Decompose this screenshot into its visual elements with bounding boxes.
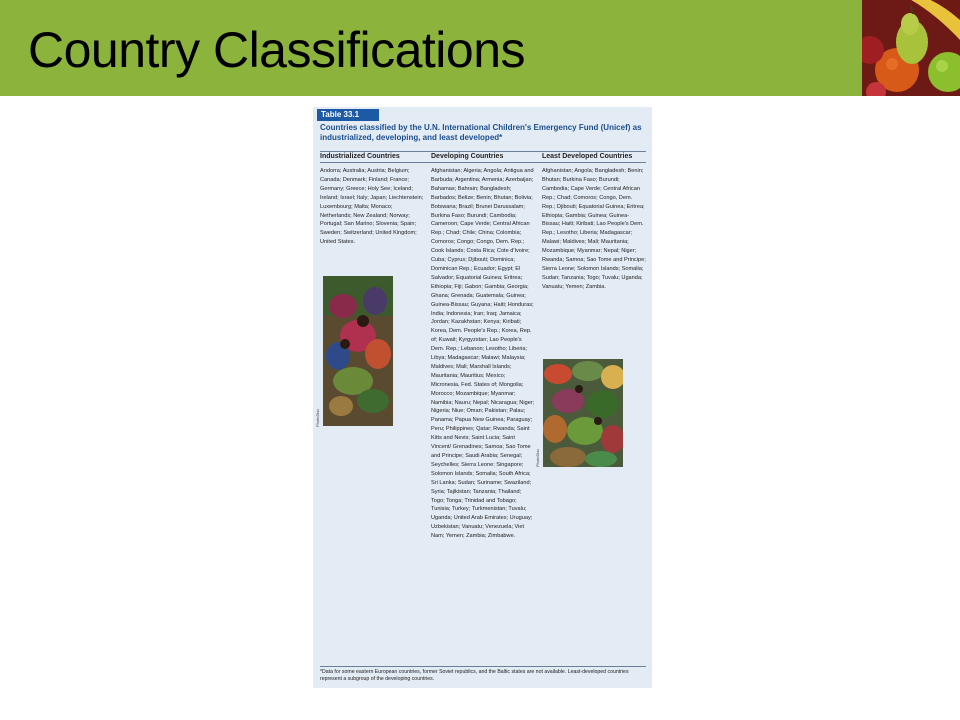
title-bar	[0, 0, 960, 96]
photo-credit-right: PhotoDisc	[535, 448, 540, 467]
industrialized-countries-list: Andorra; Australia; Austria; Belgium; Canada; Denmark; Finland; France; Germany; Greece; Holy See; Iceland; Ireland; Israel; Italy; Japan; Liechtenstein; Luxembourg; Malta; Monaco; Netherlands; New Zealand; Norway; Portugal; San Marino; Slovenia; Spain; Sweden; Switzerland; United Kingdom; United States.	[320, 168, 424, 246]
table-caption: Countries classified by the U.N. International Children's Emergency Fund (Unicef) as industrialized, developing, and least developed*	[320, 123, 642, 142]
column-header-industrialized: Industrialized Countries	[320, 153, 400, 160]
developing-countries-list: Afghanistan; Algeria; Angola; Antigua and Barbuda; Argentina; Armenia; Azerbaijan; Bahamas; Bahrain; Bangladesh; Barbados; Belize; Benin; Bhutan; Bolivia; Botswana; Brazil; Brunei Darussalam; Burkina Faso; Burundi; Cambodia; Cameroon; Cape Verde; Central African Rep.; Chad; Chile; China; Colombia; Comoros; Congo; Congo, Dem. Rep.; Cook Islands; Costa Rica; Cote d'Ivoire; Cuba; Cyprus; Djibouti; Dominica; Dominican Rep.; Ecuador; Egypt; El Salvador; Equatorial Guinea; Eritrea; Ethiopia; Fiji; Gabon; Gambia; Georgia; Ghana; Grenada; Guatemala; Guinea; Guinea-Bissau; Guyana; Haiti; Honduras; India; Indonesia; Iran; Iraq; Jamaica; Jordan; Kazakhstan; Kenya; Kiribati; Korea, Dem. People's Rep.; Korea, Rep. of; Kuwait; Kyrgyzstan; Lao People's Dem. Rep.; Lebanon; Lesotho; Liberia; Libya; Madagascar; Malawi; Malaysia; Maldives; Mali; Marshall Islands; Mauritania; Mauritius; Mexico; Micronesia, Fed. States of; Mongolia; Morocco; Mozambique; Myanmar; Namibia; Nauru; Nepal; Nicaragua; Niger; Nigeria; Niue; Oman; Pakistan; Palau; Panama; Papua New Guinea; Paraguay; Peru; Philippines; Qatar; Rwanda; Saint Kitts and Nevis; Saint Lucia; Saint Vincent/ Grenadines; Samoa; Sao Tome and Principe; Saudi Arabia; Senegal; Seychelles; Sierra Leone; Singapore; Solomon Islands; Somalia; South Africa; Sri Lanka; Sudan; Suriname; Swaziland; Syria; Tajikistan; Tanzania; Thailand; Togo; Tonga; Trinidad and Tobago; Tunisia; Turkey; Turkmenistan; Tuvalu; Uganda; United Arab Emirates; Uruguay; Uzbekistan; Vanuatu; Venezuela; Viet Nam; Yemen; Zambia; Zimbabwe.	[431, 168, 535, 540]
market-photo	[323, 276, 393, 426]
column-header-least-developed: Least Developed Countries	[542, 153, 633, 160]
rule-header	[320, 162, 646, 163]
least-developed-countries-list: Afghanistan; Angola; Bangladesh; Benin; Bhutan; Burkina Faso; Burundi; Cambodia; Cape Verde; Central African Rep.; Chad; Comoros; Congo, Dem. Rep.; Djibouti; Equatorial Guinea; Eritrea; Ethiopia; Gambia; Guinea; Guinea-Bissau; Haiti; Kiribati; Lao People's Dem. Rep.; Lesotho; Liberia; Madagascar; Malawi; Maldives; Mali; Mauritania; Mozambique; Myanmar; Nepal; Niger; Rwanda; Samoa; Sao Tome and Principe; Sierra Leone; Solomon Islands; Somalia; Sudan; Tanzania; Togo; Tuvalu; Uganda; Vanuatu; Yemen; Zambia.	[542, 168, 646, 290]
slide-title: Country Classifications	[28, 22, 526, 78]
table-number: Table 33.1	[317, 109, 379, 121]
rule-footnote	[320, 666, 646, 667]
table-figure	[313, 107, 652, 688]
market-crowd-photo	[543, 359, 623, 467]
photo-credit-left: PhotoDisc	[315, 408, 320, 427]
table-footnote: *Data for some eastern European countries, former Soviet republics, and the Baltic states are not available. Least-developed countries represent a subgroup of the developing countries.	[320, 669, 629, 682]
column-header-developing: Developing Countries	[431, 153, 504, 160]
fruit-photo	[862, 0, 960, 96]
